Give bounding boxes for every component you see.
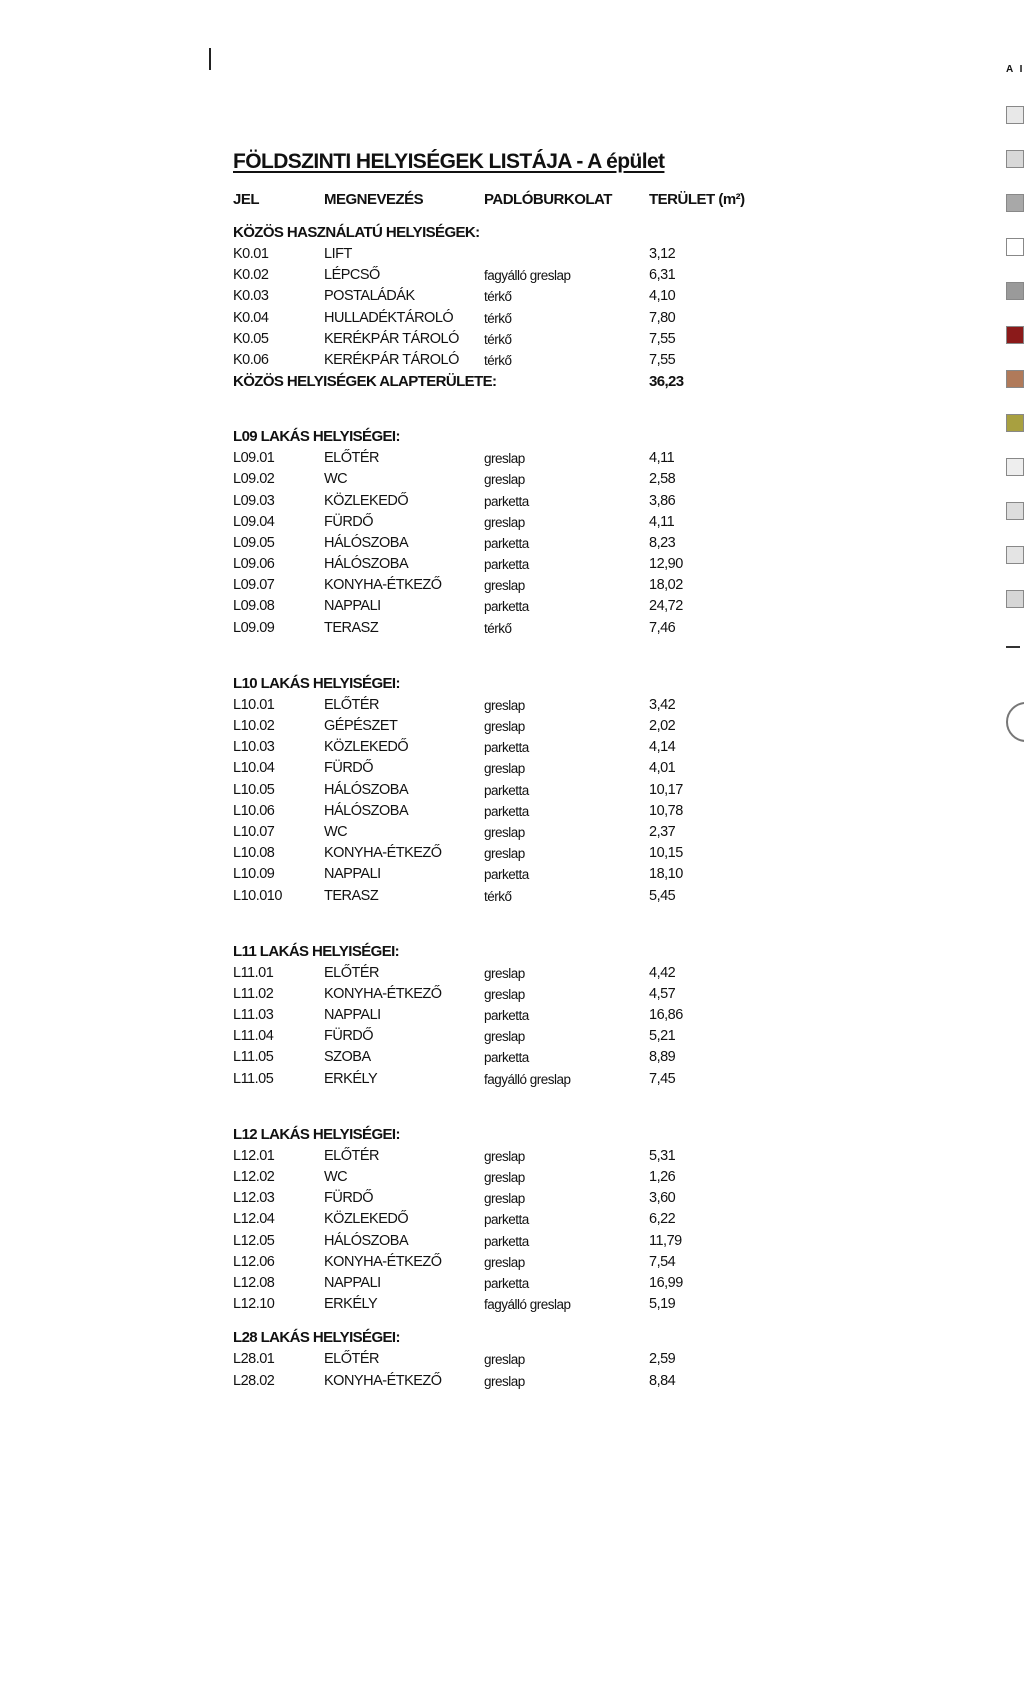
room-code: L12.05	[233, 1232, 275, 1249]
room-flooring: greslap	[484, 1373, 525, 1389]
room-area: 4,42	[649, 964, 676, 981]
room-flooring: greslap	[484, 1029, 525, 1045]
room-area: 12,90	[649, 556, 683, 573]
room-flooring: fagyálló greslap	[484, 268, 571, 284]
room-code: L12.04	[233, 1211, 275, 1228]
legend-swatch	[1006, 458, 1024, 476]
room-row	[233, 286, 773, 307]
room-area: 24,72	[649, 598, 683, 615]
room-flooring: térkő	[484, 352, 512, 368]
section-title: L09 LAKÁS HELYISÉGEI:	[233, 428, 400, 446]
room-flooring: parketta	[484, 867, 529, 883]
room-code: L09.06	[233, 556, 275, 573]
room-flooring: parketta	[484, 740, 529, 756]
room-name: SZOBA	[324, 1049, 371, 1066]
circle-button-icon[interactable]	[1006, 702, 1024, 742]
room-row	[233, 596, 773, 617]
room-flooring: greslap	[484, 1254, 525, 1270]
room-flooring: parketta	[484, 599, 529, 615]
room-flooring: parketta	[484, 1275, 529, 1291]
room-name: KÖZLEKEDŐ	[324, 1211, 409, 1228]
room-flooring: parketta	[484, 1050, 529, 1066]
room-flooring: greslap	[484, 1352, 525, 1368]
room-row	[233, 448, 773, 469]
room-name: POSTALÁDÁK	[324, 288, 415, 305]
room-name: KÖZLEKEDŐ	[324, 492, 409, 509]
room-area: 4,10	[649, 288, 676, 305]
room-name: WC	[324, 1169, 348, 1185]
room-flooring: parketta	[484, 1212, 529, 1228]
room-flooring: térkő	[484, 888, 512, 904]
room-name: ELŐTÉR	[324, 450, 380, 467]
legend-swatch	[1006, 194, 1024, 212]
room-code: L10.02	[233, 718, 275, 734]
room-area: 4,11	[649, 513, 675, 530]
section	[233, 1124, 773, 1316]
room-flooring	[484, 244, 649, 265]
room-area: 5,45	[649, 887, 676, 904]
room-code: L11.01	[233, 964, 274, 981]
legend-swatch	[1006, 370, 1024, 388]
room-row	[233, 329, 773, 350]
room-row	[233, 984, 773, 1005]
room-name: GÉPÉSZET	[324, 718, 398, 734]
room-row	[233, 512, 773, 533]
room-row	[233, 1231, 773, 1252]
room-area: 6,22	[649, 1211, 676, 1228]
room-name: ERKÉLY	[324, 1296, 378, 1313]
room-area: 4,01	[649, 760, 676, 777]
room-area: 7,55	[649, 330, 676, 347]
total-label: KÖZÖS HELYISÉGEK ALAPTERÜLETE:	[233, 373, 497, 391]
room-name: HÁLÓSZOBA	[324, 534, 409, 551]
section	[233, 941, 773, 1090]
room-area: 3,12	[649, 246, 676, 262]
room-area: 5,21	[649, 1028, 676, 1045]
room-area: 3,86	[649, 492, 676, 509]
room-name: NAPPALI	[324, 1274, 381, 1291]
room-name: HÁLÓSZOBA	[324, 802, 409, 819]
room-code: K0.05	[233, 330, 269, 347]
room-row	[233, 1252, 773, 1273]
room-row	[233, 1146, 773, 1167]
room-flooring: greslap	[484, 824, 525, 840]
room-area: 8,23	[649, 534, 676, 551]
room-row	[233, 843, 773, 864]
room-row	[233, 265, 773, 286]
legend-swatch	[1006, 150, 1024, 168]
room-name: LIFT	[324, 246, 352, 262]
legend-swatch	[1006, 414, 1024, 432]
room-flooring: greslap	[484, 1170, 525, 1185]
room-area: 3,60	[649, 1190, 676, 1207]
room-code: L09.04	[233, 513, 275, 530]
room-code: L11.03	[233, 1007, 274, 1024]
room-code: K0.04	[233, 309, 269, 326]
room-row	[233, 244, 773, 265]
room-name: WC	[324, 823, 348, 840]
section-title: L10 LAKÁS HELYISÉGEI:	[233, 674, 400, 692]
room-name: FÜRDŐ	[324, 760, 374, 777]
room-row	[233, 1188, 773, 1209]
room-flooring: parketta	[484, 535, 529, 551]
room-row	[233, 1005, 773, 1026]
room-area: 7,55	[649, 351, 676, 368]
room-name: KERÉKPÁR TÁROLÓ	[324, 330, 459, 347]
room-name: KONYHA-ÉTKEZŐ	[324, 1253, 442, 1270]
swatch-list	[1006, 106, 1024, 608]
room-area: 4,57	[649, 985, 676, 1002]
room-code: L09.03	[233, 492, 275, 509]
room-row	[233, 737, 773, 758]
section-title: L28 LAKÁS HELYISÉGEI:	[233, 1329, 400, 1347]
room-code: L09.09	[233, 619, 275, 636]
room-flooring: greslap	[484, 846, 525, 862]
section-title: KÖZÖS HASZNÁLATÚ HELYISÉGEK:	[233, 224, 480, 241]
room-row	[233, 780, 773, 801]
room-code: L10.08	[233, 845, 275, 862]
room-flooring: térkő	[484, 620, 512, 636]
room-area: 2,37	[649, 823, 676, 840]
room-name: NAPPALI	[324, 866, 381, 883]
room-code: L09.02	[233, 471, 275, 488]
room-code: L10.03	[233, 739, 275, 756]
room-code: L11.05	[233, 1070, 274, 1087]
room-row	[233, 963, 773, 984]
room-name: TERASZ	[324, 619, 379, 636]
room-name: HÁLÓSZOBA	[324, 556, 409, 573]
room-row	[233, 491, 773, 512]
room-area: 18,02	[649, 577, 683, 594]
room-name: ELŐTÉR	[324, 1147, 380, 1164]
room-row	[233, 1294, 773, 1315]
section-title: L11 LAKÁS HELYISÉGEI:	[233, 942, 400, 960]
room-code: K0.06	[233, 351, 269, 368]
room-code: L12.02	[233, 1169, 275, 1185]
section-title: L12 LAKÁS HELYISÉGEI:	[233, 1125, 400, 1143]
room-name: HÁLÓSZOBA	[324, 781, 409, 798]
room-flooring: greslap	[484, 1191, 525, 1207]
room-row	[233, 801, 773, 822]
room-flooring: parketta	[484, 1233, 529, 1249]
room-name: ELŐTÉR	[324, 964, 380, 981]
room-area: 1,26	[649, 1169, 676, 1185]
total-row	[233, 371, 773, 392]
room-code: L09.08	[233, 598, 275, 615]
room-name: ERKÉLY	[324, 1070, 378, 1087]
room-area: 4,11	[649, 450, 675, 467]
room-code: L09.01	[233, 450, 275, 467]
room-area: 4,14	[649, 739, 676, 756]
room-name: KONYHA-ÉTKEZŐ	[324, 985, 442, 1002]
room-code: L28.01	[233, 1351, 275, 1368]
room-name: ELŐTÉR	[324, 696, 380, 713]
room-code: L10.010	[233, 887, 282, 904]
room-code: L09.05	[233, 534, 275, 551]
room-area: 3,42	[649, 696, 676, 713]
room-code: K0.03	[233, 288, 269, 305]
room-area: 7,54	[649, 1253, 676, 1270]
legend-swatch	[1006, 546, 1024, 564]
room-code: L11.04	[233, 1028, 274, 1045]
room-area: 7,46	[649, 619, 676, 636]
room-code: L11.02	[233, 985, 274, 1002]
room-code: L10.09	[233, 866, 275, 883]
section	[233, 673, 773, 907]
room-flooring: greslap	[484, 719, 525, 734]
room-flooring: térkő	[484, 331, 512, 347]
room-code: L12.08	[233, 1274, 275, 1291]
room-area: 5,31	[649, 1147, 676, 1164]
room-area: 7,80	[649, 309, 676, 326]
legend-swatch	[1006, 238, 1024, 256]
legend-swatch	[1006, 502, 1024, 520]
room-row	[233, 1371, 773, 1392]
room-name: LÉPCSŐ	[324, 267, 380, 284]
column-header-jel: JEL	[233, 191, 260, 208]
room-area: 16,99	[649, 1274, 683, 1291]
column-header-row	[233, 188, 773, 212]
room-area: 10,78	[649, 802, 683, 819]
room-row	[233, 1026, 773, 1047]
room-code: L10.07	[233, 823, 275, 840]
legend-swatch	[1006, 590, 1024, 608]
room-area: 2,58	[649, 471, 676, 488]
room-row	[233, 1209, 773, 1230]
room-row	[233, 533, 773, 554]
room-name: ELŐTÉR	[324, 1351, 380, 1368]
document-title: FÖLDSZINTI HELYISÉGEK LISTÁJA - A épület	[233, 150, 665, 173]
column-header-name: MEGNEVEZÉS	[324, 191, 424, 208]
room-flooring: fagyálló greslap	[484, 1297, 571, 1313]
room-flooring: greslap	[484, 472, 525, 488]
room-row	[233, 1167, 773, 1188]
total-value: 36,23	[649, 373, 684, 391]
room-row	[233, 886, 773, 907]
room-name: FÜRDŐ	[324, 1028, 374, 1045]
room-row	[233, 554, 773, 575]
room-row	[233, 618, 773, 639]
room-code: L09.07	[233, 577, 275, 594]
room-flooring: greslap	[484, 451, 525, 467]
room-row	[233, 1273, 773, 1294]
room-code: K0.01	[233, 246, 269, 262]
room-row	[233, 1349, 773, 1370]
room-flooring: greslap	[484, 514, 525, 530]
room-code: L10.01	[233, 696, 275, 713]
room-name: KONYHA-ÉTKEZŐ	[324, 577, 442, 594]
room-area: 11,79	[649, 1232, 682, 1249]
room-flooring: parketta	[484, 493, 529, 509]
room-area: 2,02	[649, 718, 676, 734]
room-flooring: parketta	[484, 1008, 529, 1024]
room-row	[233, 350, 773, 371]
room-name: TERASZ	[324, 887, 379, 904]
room-flooring: parketta	[484, 803, 529, 819]
room-flooring: greslap	[484, 965, 525, 981]
room-row	[233, 308, 773, 329]
room-area: 8,84	[649, 1372, 676, 1389]
sections-container	[233, 222, 773, 1392]
room-code: K0.02	[233, 267, 269, 284]
right-sidebar-fragment	[1006, 64, 1024, 742]
section	[233, 1327, 773, 1391]
room-flooring: greslap	[484, 1148, 525, 1164]
room-code: L12.10	[233, 1296, 275, 1313]
room-area: 10,15	[649, 845, 683, 862]
room-name: KONYHA-ÉTKEZŐ	[324, 1372, 442, 1389]
sidebar-divider	[1006, 646, 1020, 648]
room-name: HULLADÉKTÁROLÓ	[324, 309, 454, 326]
room-row	[233, 758, 773, 779]
section	[233, 222, 773, 392]
section	[233, 426, 773, 639]
room-flooring: térkő	[484, 310, 512, 326]
room-code: L10.04	[233, 760, 275, 777]
room-name: FÜRDŐ	[324, 1190, 374, 1207]
room-area: 8,89	[649, 1049, 676, 1066]
room-row	[233, 1069, 773, 1090]
legend-swatch	[1006, 326, 1024, 344]
room-name: KONYHA-ÉTKEZŐ	[324, 845, 442, 862]
room-name: HÁLÓSZOBA	[324, 1232, 409, 1249]
room-row	[233, 575, 773, 596]
sidebar-label: A I	[1006, 64, 1024, 75]
room-flooring: greslap	[484, 578, 525, 594]
room-row	[233, 1047, 773, 1068]
room-row	[233, 469, 773, 490]
room-area: 6,31	[649, 267, 676, 284]
room-name: FÜRDŐ	[324, 513, 374, 530]
room-code: L12.06	[233, 1253, 275, 1270]
room-flooring: fagyálló greslap	[484, 1071, 571, 1087]
room-code: L11.05	[233, 1049, 274, 1066]
room-code: L28.02	[233, 1372, 275, 1389]
room-code: L10.06	[233, 802, 275, 819]
room-code: L12.01	[233, 1147, 275, 1164]
room-flooring: térkő	[484, 289, 512, 305]
room-code: L12.03	[233, 1190, 275, 1207]
room-area: 7,45	[649, 1070, 676, 1087]
room-area: 16,86	[649, 1007, 683, 1024]
room-flooring: greslap	[484, 697, 525, 713]
room-name: KÖZLEKEDŐ	[324, 739, 409, 756]
room-flooring: parketta	[484, 557, 529, 573]
room-name: WC	[324, 471, 348, 488]
room-area: 10,17	[649, 781, 683, 798]
room-area: 18,10	[649, 866, 683, 883]
room-row	[233, 864, 773, 885]
room-list-document	[233, 148, 773, 1392]
room-code: L10.05	[233, 781, 275, 798]
room-row	[233, 716, 773, 737]
room-name: NAPPALI	[324, 1007, 381, 1024]
legend-swatch	[1006, 106, 1024, 124]
room-name: NAPPALI	[324, 598, 381, 615]
column-header-area: TERÜLET (m²)	[649, 191, 745, 208]
room-name: KERÉKPÁR TÁROLÓ	[324, 351, 459, 368]
room-row	[233, 695, 773, 716]
room-area: 2,59	[649, 1351, 676, 1368]
room-area: 5,19	[649, 1296, 676, 1313]
room-row	[233, 822, 773, 843]
room-flooring: parketta	[484, 782, 529, 798]
room-flooring: greslap	[484, 761, 525, 777]
room-flooring: greslap	[484, 986, 525, 1002]
column-header-floor: PADLÓBURKOLAT	[484, 191, 612, 208]
legend-swatch	[1006, 282, 1024, 300]
